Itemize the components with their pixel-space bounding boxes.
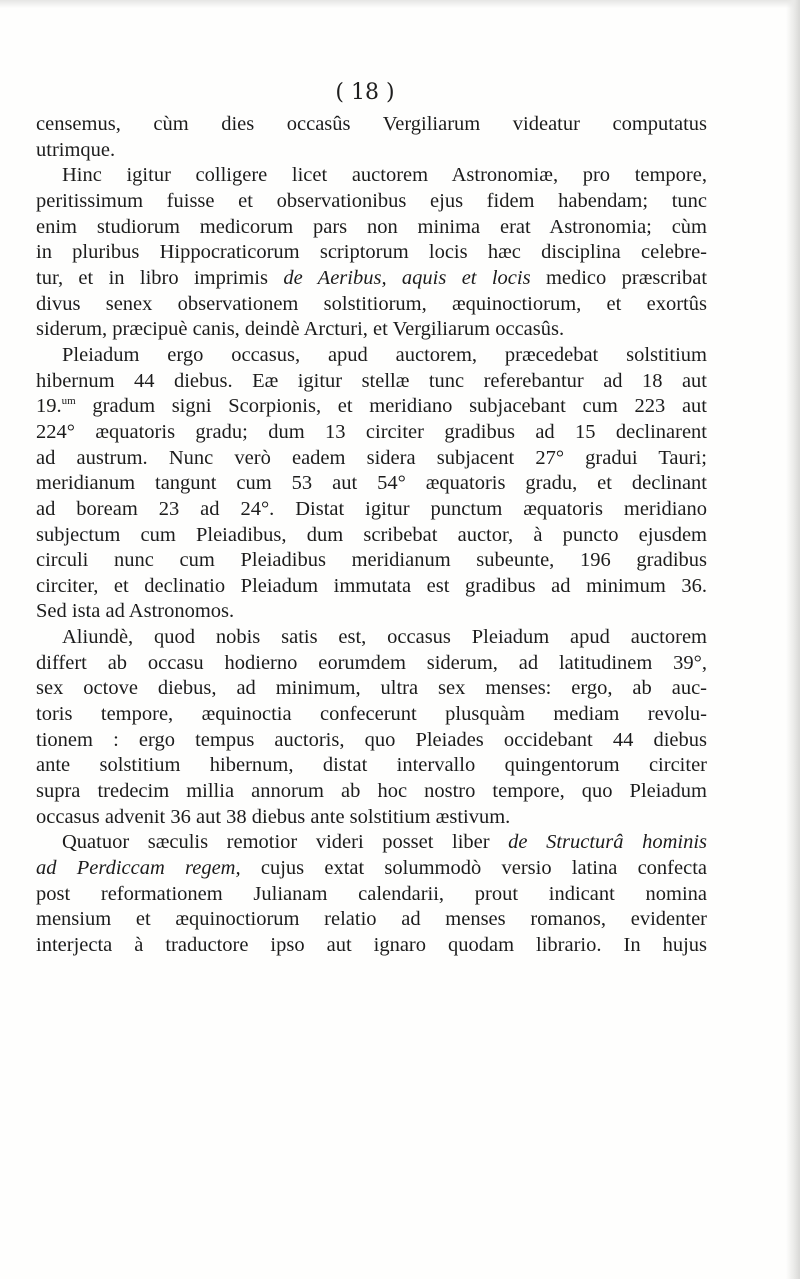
book-title-de-structura: de Structurâ hominis <box>508 831 707 854</box>
text-line <box>36 830 707 856</box>
superscript-um: um <box>61 395 76 408</box>
paragraph-de-structura <box>36 830 707 958</box>
text-line: Sed ista ad Astronomos. <box>36 600 235 623</box>
paragraph-continuation <box>36 112 707 163</box>
text-line: Hinc igitur colligere licet auctorem Astronomiæ, pro tempore, <box>62 164 707 187</box>
text-line: Aliundè, quod nobis satis est, occasus Pleiadum apud auctorem <box>62 626 707 649</box>
text-line: Pleiadum ergo occasus, apud auctorem, præcedebat solstitium <box>62 343 707 366</box>
text-segment: tur, et in libro imprimis <box>36 266 268 289</box>
text-line <box>36 856 707 882</box>
text-segment: gradum signi Scorpionis, et meridiano subjacebant cum 223 aut <box>92 395 708 418</box>
text-line: ad boream 23 ad 24°. Distat igitur punctum æquatoris meridiano <box>36 497 707 520</box>
text-line: in pluribus Hippocraticorum scriptorum locis hæc disciplina celebre- <box>36 241 707 264</box>
text-line: occasus advenit 36 aut 38 diebus ante solstitium æstivum. <box>36 805 511 828</box>
text-segment: cujus extat solummodò versio latina confecta <box>260 857 707 880</box>
book-title-de-aeribus: de Aeribus, aquis et locis <box>283 266 531 289</box>
text-line: supra tredecim millia annorum ab hoc nostro tempore, quo Pleiadum <box>36 780 707 803</box>
text-line: post reformationem Julianam calendarii, prout indicant nomina <box>36 882 707 905</box>
text-segment: Quatuor sæculis remotior videri posset liber <box>62 831 490 854</box>
paragraph-equinox-revolution <box>36 625 707 830</box>
text-line: divus senex observationem solstitiorum, æquinoctiorum, et exortûs <box>36 292 707 315</box>
body-text <box>36 112 707 959</box>
page-number: ( 18 ) <box>335 80 395 105</box>
text-line: sex octove diebus, ad minimum, ultra sex menses: ergo, ab auc- <box>36 677 707 700</box>
text-line: differt ab occasu hodierno eorumdem siderum, ad latitudinem 39°, <box>36 651 707 674</box>
text-line: tionem : ergo tempus auctoris, quo Pleiades occidebant 44 diebus <box>36 728 707 751</box>
text-line: ante solstitium hibernum, distat intervallo quingentorum circiter <box>36 754 707 777</box>
text-line: circiter, et declinatio Pleiadum immutata est gradibus ad minimum 36. <box>36 574 707 597</box>
text-line: enim studiorum medicorum pars non minima erat Astronomia; cùm <box>36 215 707 238</box>
text-line: siderum, præcipuè canis, deindè Arcturi, et Vergiliarum occasûs. <box>36 318 565 341</box>
text-line: 224° æquatoris gradu; dum 13 circiter gradibus ad 15 declinarent <box>36 420 707 443</box>
paragraph-pleiades-setting <box>36 343 707 625</box>
text-line: interjecta à traductore ipso aut ignaro quodam librario. In hujus <box>36 934 707 956</box>
paragraph-astronomy-author <box>36 163 707 343</box>
text-line: hibernum 44 diebus. Eæ igitur stellæ tunc referebantur ad 18 aut <box>36 369 707 392</box>
text-line: peritissimum fuisse et observationibus ejus fidem habendam; tunc <box>36 189 707 212</box>
text-line: censemus, cùm dies occasûs Vergiliarum videatur computatus <box>36 113 707 135</box>
text-line: ad austrum. Nunc verò eadem sidera subjacent 27° gradui Tauri; <box>36 446 707 469</box>
text-line <box>36 266 707 292</box>
text-segment: medico præscribat <box>545 266 708 289</box>
page-top-shadow <box>0 0 800 8</box>
book-title-ad-perdiccam: ad Perdiccam regem, <box>36 857 241 880</box>
text-line <box>36 394 707 420</box>
text-line: subjectum cum Pleiadibus, dum scribebat auctor, à puncto ejusdem <box>36 523 707 546</box>
text-line: mensium et æquinoctiorum relatio ad menses romanos, evidenter <box>36 908 707 931</box>
text-line: toris tempore, æquinoctia confecerunt plusquàm mediam revolu- <box>36 703 707 726</box>
text-segment: 19. <box>36 395 62 418</box>
text-line: meridianum tangunt cum 53 aut 54° æquatoris gradu, et declinant <box>36 472 707 495</box>
page-right-edge-shadow <box>786 0 800 1279</box>
text-line: circuli nunc cum Pleiadibus meridianum subeunte, 196 gradibus <box>36 549 707 572</box>
text-line: utrimque. <box>36 138 116 161</box>
